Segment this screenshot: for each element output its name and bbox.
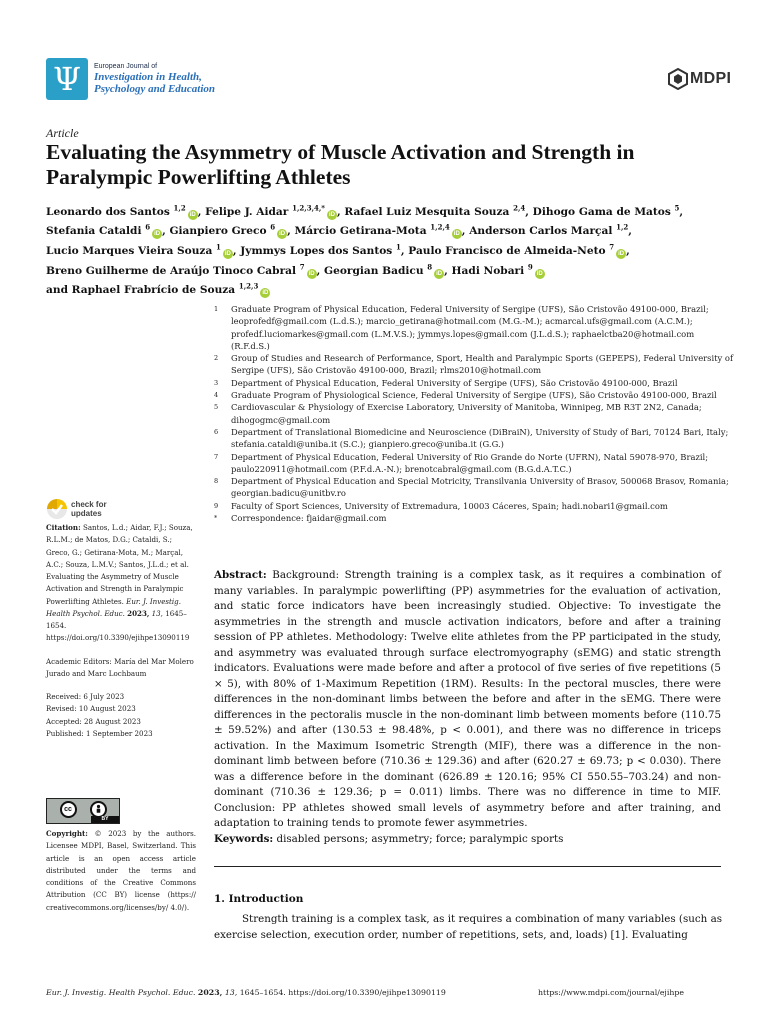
journal-name-line2: Psychology and Education bbox=[94, 83, 216, 96]
affiliation-item bbox=[214, 475, 734, 500]
affiliation-number: * bbox=[214, 514, 218, 523]
affiliation-item bbox=[214, 389, 734, 401]
author[interactable] bbox=[532, 203, 684, 218]
orcid-icon[interactable]: iD bbox=[308, 270, 315, 277]
affiliations bbox=[214, 303, 734, 524]
affiliation-text: Group of Studies and Research of Performance, Sport, Health and Paralympic Sports (GEPEPS), Federal University of Sergipe (UFS), São Cristovão 49100-000, Brazil; rlms2010@hotmail.com bbox=[231, 353, 734, 376]
keywords-text: disabled persons; asymmetry; force; paralympic sports bbox=[276, 833, 564, 845]
affiliation-number: 7 bbox=[214, 452, 219, 461]
orcid-icon[interactable]: iD bbox=[453, 231, 460, 238]
author-separator: , bbox=[444, 264, 448, 277]
author-affiliation-sup: 1,2 bbox=[173, 203, 186, 212]
check-updates-line2: updates bbox=[71, 509, 102, 518]
author-separator: , bbox=[197, 205, 202, 218]
psi-logo-icon: Ψ bbox=[46, 58, 88, 100]
affiliation-item bbox=[214, 426, 734, 451]
affiliation-text: Department of Physical Education, Federal University of Sergipe (UFS), São Cristovão 49100-000, Brazil bbox=[231, 377, 678, 388]
section-heading-introduction: 1. Introduction bbox=[214, 893, 304, 905]
publisher-name: MDPI bbox=[690, 70, 732, 87]
author[interactable] bbox=[46, 242, 237, 257]
abstract-label: Abstract: bbox=[214, 569, 267, 581]
author-affiliation-sup: 6 bbox=[270, 222, 276, 232]
author[interactable] bbox=[469, 222, 632, 238]
author-list bbox=[46, 200, 736, 299]
received-date: Received: 6 July 2023 bbox=[46, 692, 125, 701]
orcid-icon[interactable]: iD bbox=[224, 251, 231, 257]
article-title: Evaluating the Asymmetry of Muscle Activation and Strength in Paralympic Powerlifting Athletes bbox=[46, 140, 635, 190]
author-affiliation-sup: 5 bbox=[674, 203, 680, 212]
publisher-logo[interactable] bbox=[668, 68, 731, 90]
abstract-text: Background: Strength training is a complex task, as it requires a combination of many variables. In paralympic powerlifting (PP) asymmetries for the evaluation of activation, and static force indicators have been increasingly studied. Objective: To investigate the asymmetries in the strength and muscle activation indicators, before and after a training session of PP athletes. Methodology: Twelve elite athletes from the PP participated in the study, and asymmetry was evaluated through surface electromyography (sEMG) and static strength indicators. Evaluations were made before and after a protocol of five series of five repetitions (5 × 5), with 80% of 1-Maximum Repetition (1RM). Results: In the pectoral muscles, there were differences in the non-dominant limbs between the before and after in the sEMG. There were differences in the pectoralis muscle in the non-dominant limb between moments before (110.75 ± 59.52%) and after (130.53 ± 98.48%, p < 0.001), and there was no difference in triceps activation. In the Maximum Isometric Strength (MIF), there was a difference in the non-dominant limb between before (710.36 ± 129.36) and after (620.27 ± 69.73; p < 0.030). There was a difference before in the dominant (626.89 ± 120.16; 95% CI 550.55–703.24) and non-dominant (710.36 ± 129.36; p = 0.011) limbs. There was no difference in time to MIF. Conclusion: PP athletes showed small levels of asymmetry before and after training, and adaptation to training tends to promote fewer asymmetries. bbox=[214, 569, 722, 829]
article-type: Article bbox=[46, 126, 79, 140]
affiliation-number: 8 bbox=[214, 477, 219, 486]
author[interactable] bbox=[240, 242, 405, 257]
affiliation-text: Department of Translational Biomedicine and Neuroscience (DiBraiN), University of Study of Bari, 70124 Bari, Italy; stefania.cataldi@uniba.it (S.C.); gianpiero.greco@uniba.it (G.G.) bbox=[231, 426, 729, 450]
person-icon bbox=[92, 803, 105, 816]
author-name: Breno Guilherme de Araújo Tinoco Cabral bbox=[46, 264, 297, 277]
author-affiliation-sup: 6 bbox=[145, 222, 151, 232]
footer-journal-url[interactable]: https://www.mdpi.com/journal/ejihpe bbox=[538, 988, 684, 997]
author-name: and Raphael Frabrício de Souza bbox=[46, 284, 236, 297]
orcid-icon[interactable]: iD bbox=[328, 211, 335, 218]
citation-year: 2023, bbox=[127, 608, 150, 618]
footer-doi[interactable]: 1645–1654. https://doi.org/10.3390/ejihpe13090119 bbox=[239, 988, 446, 997]
citation-block bbox=[46, 522, 196, 645]
orcid-icon[interactable]: iD bbox=[262, 290, 269, 297]
author-affiliation-sup: 1,2,3 bbox=[238, 281, 259, 291]
journal-name bbox=[94, 63, 215, 96]
revised-date: Revised: 10 August 2023 bbox=[46, 704, 136, 714]
author-affiliation-sup: 2,4 bbox=[513, 203, 526, 212]
introduction-paragraph: Strength training is a complex task, as it requires a combination of many variables (such as exercise selection, execution order, number of repetitions, sets, and, loads) [1]. Evaluating bbox=[214, 913, 722, 941]
affiliation-item bbox=[214, 377, 734, 389]
author-affiliation-sup: 7 bbox=[299, 262, 305, 272]
author-affiliation-sup: 1 bbox=[216, 242, 221, 252]
author-affiliation-sup: 9 bbox=[527, 262, 533, 272]
affiliation-item bbox=[214, 512, 734, 524]
author[interactable] bbox=[344, 203, 529, 218]
citation-doi-link[interactable]: 1645–1654. https://doi.org/10.3390/ejihpe13090119 bbox=[46, 608, 190, 643]
citation-label: Citation: bbox=[46, 523, 81, 532]
journal-name-line1: Investigation in Health, bbox=[94, 70, 202, 83]
author[interactable] bbox=[46, 222, 166, 238]
abstract bbox=[214, 568, 721, 832]
journal-logo[interactable] bbox=[46, 58, 215, 100]
journal-name-small: European Journal of bbox=[94, 63, 158, 70]
author[interactable] bbox=[324, 262, 448, 277]
affiliation-text: Cardiovascular & Physiology of Exercise Laboratory, University of Manitoba, Winnipeg, MB R3T 2N2, Canada; dihogogmc@gmail.com bbox=[231, 402, 702, 425]
sidebar-info bbox=[46, 522, 196, 740]
author[interactable] bbox=[451, 262, 545, 277]
copyright-text: © 2023 by the authors. Licensee MDPI, Basel, Switzerland. This article is an open access article distributed under the terms and conditions of the Creative Commons Attribution (CC BY) license (https:// creativecommons.org/licenses/by/ 4.0/). bbox=[46, 829, 196, 912]
affiliation-text: Department of Physical Education, Federal University of Rio Grande do Norte (UFRN), Natal 59078-970, Brazil; paulo220911@hotmail.com (P.F.d.A.-N.); brenotcabral@gmail.com (B.G.d.A.T.C.) bbox=[231, 451, 709, 474]
affiliation-text: Graduate Program of Physiological Science, Federal University of Sergipe (UFS), São Cristovão 49100-000, Brazil bbox=[231, 390, 717, 401]
author-separator: , bbox=[336, 205, 341, 218]
affiliation-number: 4 bbox=[214, 391, 219, 400]
author-name: Lucio Marques Vieira Souza bbox=[46, 245, 213, 257]
footer-citation bbox=[46, 988, 446, 997]
citation-text: Santos, L.d.; Aidar, F.J.; Souza, R.L.M.; de Matos, D.G.; Cataldi, S.; Greco, G.; Getirana-Mota, M.; Marçal, A.C.; Souza, L.M.V.; Santos, J.L.d.; et al. Evaluating the Asymmetry of Muscle Activation and Strength in Paralympic Powerlifting Athletes. bbox=[46, 523, 193, 606]
orcid-icon[interactable]: iD bbox=[189, 211, 196, 218]
affiliation-text: Department of Physical Education and Special Motricity, Transilvania University of Brasov, 500068 Brasov, Romania; georgian.badicu@unitbv.ro bbox=[231, 476, 729, 499]
author[interactable] bbox=[294, 222, 466, 238]
cc-by-label: BY bbox=[91, 816, 119, 823]
affiliation-item bbox=[214, 500, 734, 512]
mdpi-hexagon-icon bbox=[668, 68, 688, 90]
author-separator: , bbox=[628, 225, 632, 238]
author-affiliation-sup: 1,2,4 bbox=[430, 222, 450, 232]
author-name: Jymmys Lopes dos Santos bbox=[240, 245, 393, 257]
citation-journal: Eur. J. Investig. Health Psychol. Educ. bbox=[46, 596, 181, 618]
affiliation-number: 6 bbox=[214, 427, 219, 436]
author[interactable] bbox=[169, 222, 291, 238]
affiliation-number: 5 bbox=[214, 403, 219, 412]
keywords-label: Keywords: bbox=[214, 833, 274, 845]
affiliation-number: 1 bbox=[214, 305, 219, 313]
author-separator: , bbox=[287, 225, 291, 238]
orcid-icon[interactable]: iD bbox=[436, 270, 443, 277]
orcid-icon[interactable]: iD bbox=[536, 270, 543, 277]
check-for-updates-button[interactable] bbox=[46, 498, 107, 520]
author-separator: , bbox=[316, 264, 321, 277]
author-name: Anderson Carlos Marçal bbox=[469, 225, 613, 238]
footer-volume: 13, bbox=[224, 988, 238, 997]
footer-journal: Eur. J. Investig. Health Psychol. Educ. bbox=[46, 988, 196, 997]
check-updates-line1: check for bbox=[71, 500, 107, 509]
author-name: Georgian Badicu bbox=[324, 264, 424, 277]
cc-license-badge[interactable] bbox=[46, 798, 120, 824]
affiliation-text: Graduate Program of Physical Education, Federal University of Sergipe (UFS), São Cristovão 49100-000, Brazil; leoprofedf@gmail.com (L.d.S.); marcio_getirana@hotmail.com (M.G.-M.); acmarcal.ufs@gmail.com (A.C.M.); profedf.luciomarkes@gmail.com (L.M.V.S.); jymmys.lopes@gmail.com (J.L.d.S.); raphaelctba20@hotmail.com (R.F.d.S.) bbox=[231, 304, 709, 351]
author-name: Stefania Cataldi bbox=[46, 225, 142, 238]
author-name: Dihogo Gama de Matos bbox=[532, 205, 671, 218]
affiliation-number: 3 bbox=[214, 378, 219, 387]
author-affiliation-sup: 7 bbox=[609, 242, 615, 252]
affiliation-text: Correspondence: fjaidar@gmail.com bbox=[231, 513, 387, 524]
author-name: Rafael Luiz Mesquita Souza bbox=[344, 205, 510, 218]
author-name: Márcio Getirana-Mota bbox=[294, 225, 427, 238]
citation-volume: 13, bbox=[151, 608, 163, 618]
affiliation-item bbox=[214, 352, 734, 377]
author-separator: , bbox=[679, 205, 684, 218]
author-affiliation-sup: 1,2 bbox=[616, 222, 629, 232]
author-separator: , bbox=[400, 245, 405, 257]
affiliation-item bbox=[214, 451, 734, 476]
author-name: Leonardo dos Santos bbox=[46, 205, 170, 218]
author-separator: , bbox=[525, 205, 529, 218]
author[interactable] bbox=[408, 242, 630, 257]
check-updates-icon bbox=[46, 498, 68, 520]
author-name: Gianpiero Greco bbox=[169, 225, 267, 238]
author[interactable] bbox=[46, 262, 321, 277]
academic-editors: Academic Editors: María del Mar Molero Jurado and Marc Lochbaum bbox=[46, 656, 194, 678]
author-name: Paulo Francisco de Almeida-Neto bbox=[408, 245, 606, 257]
author-separator: , bbox=[232, 245, 237, 257]
author-separator: , bbox=[461, 225, 466, 238]
affiliation-number: 2 bbox=[214, 354, 219, 363]
author-separator: , bbox=[162, 225, 166, 238]
author-name: Felipe J. Aidar bbox=[205, 205, 289, 218]
author-affiliation-sup: 1 bbox=[395, 242, 401, 252]
author[interactable] bbox=[205, 203, 341, 218]
affiliation-item bbox=[214, 401, 734, 426]
orcid-icon[interactable]: iD bbox=[279, 231, 286, 238]
accepted-date: Accepted: 28 August 2023 bbox=[46, 716, 141, 726]
affiliation-text: Faculty of Sport Sciences, University of Extremadura, 10003 Cáceres, Spain; hadi.nobari1@gmail.com bbox=[231, 500, 668, 511]
attribution-person-icon bbox=[90, 801, 107, 818]
author-name: Hadi Nobari bbox=[451, 264, 525, 277]
footer-year: 2023, bbox=[197, 988, 223, 997]
affiliation-number: 9 bbox=[214, 501, 219, 510]
section-divider bbox=[214, 866, 721, 867]
orcid-icon[interactable]: iD bbox=[618, 251, 625, 257]
affiliation-item bbox=[214, 303, 734, 352]
author-affiliation-sup: 1,2,3,4,* bbox=[292, 203, 325, 212]
keywords bbox=[214, 833, 721, 845]
author-affiliation-sup: 8 bbox=[427, 262, 433, 272]
author-separator: , bbox=[626, 245, 630, 257]
check-updates-label bbox=[71, 500, 107, 518]
orcid-icon[interactable]: iD bbox=[154, 231, 161, 238]
cc-icon: cc bbox=[60, 801, 77, 818]
copyright-notice bbox=[46, 828, 196, 914]
author[interactable] bbox=[46, 203, 202, 218]
published-date: Published: 1 September 2023 bbox=[46, 728, 153, 738]
author[interactable] bbox=[46, 281, 270, 297]
copyright-label: Copyright: bbox=[46, 829, 88, 838]
